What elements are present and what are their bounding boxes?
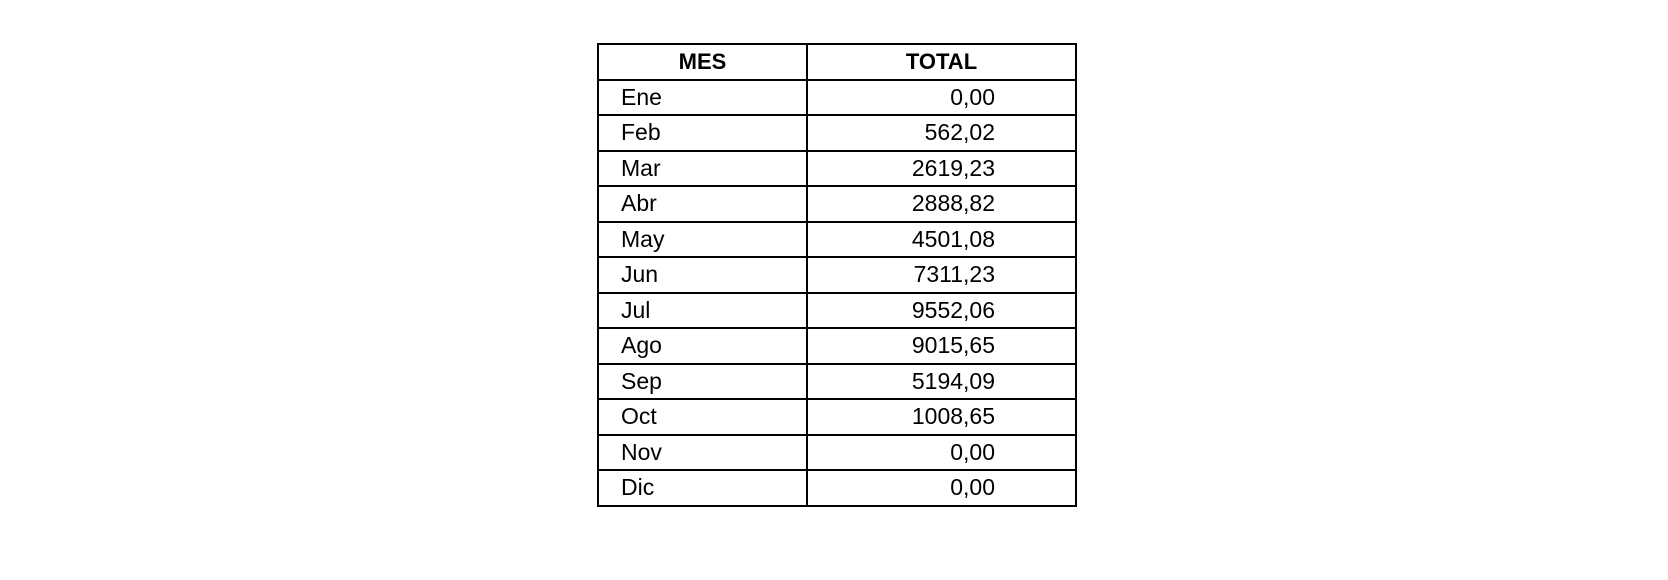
month-cell: Abr: [598, 186, 807, 222]
month-cell: Jul: [598, 293, 807, 329]
table-row: [598, 470, 1076, 506]
table-row: [598, 151, 1076, 187]
month-cell: Sep: [598, 364, 807, 400]
total-cell: 0,00: [807, 435, 1076, 471]
month-cell: Jun: [598, 257, 807, 293]
total-cell: 2619,23: [807, 151, 1076, 187]
month-cell: Mar: [598, 151, 807, 187]
month-cell: Nov: [598, 435, 807, 471]
table-row: [598, 80, 1076, 116]
table-row: [598, 186, 1076, 222]
month-cell: Ago: [598, 328, 807, 364]
table-row: [598, 257, 1076, 293]
total-cell: 7311,23: [807, 257, 1076, 293]
total-cell: 4501,08: [807, 222, 1076, 258]
total-cell: 562,02: [807, 115, 1076, 151]
monthly-totals-table: [597, 43, 1077, 507]
table-row: [598, 399, 1076, 435]
table-row: [598, 222, 1076, 258]
total-cell: 9552,06: [807, 293, 1076, 329]
total-cell: 0,00: [807, 470, 1076, 506]
table-body: [598, 80, 1076, 506]
total-cell: 5194,09: [807, 364, 1076, 400]
month-cell: Feb: [598, 115, 807, 151]
month-cell: Dic: [598, 470, 807, 506]
header-row: [598, 44, 1076, 80]
month-cell: Oct: [598, 399, 807, 435]
column-header-total: TOTAL: [807, 44, 1076, 80]
total-cell: 9015,65: [807, 328, 1076, 364]
total-cell: 0,00: [807, 80, 1076, 116]
table-row: [598, 364, 1076, 400]
table-row: [598, 328, 1076, 364]
table-row: [598, 435, 1076, 471]
table-header: [598, 44, 1076, 80]
table-row: [598, 115, 1076, 151]
total-cell: 2888,82: [807, 186, 1076, 222]
month-cell: Ene: [598, 80, 807, 116]
column-header-mes: MES: [598, 44, 807, 80]
total-cell: 1008,65: [807, 399, 1076, 435]
table-row: [598, 293, 1076, 329]
month-cell: May: [598, 222, 807, 258]
